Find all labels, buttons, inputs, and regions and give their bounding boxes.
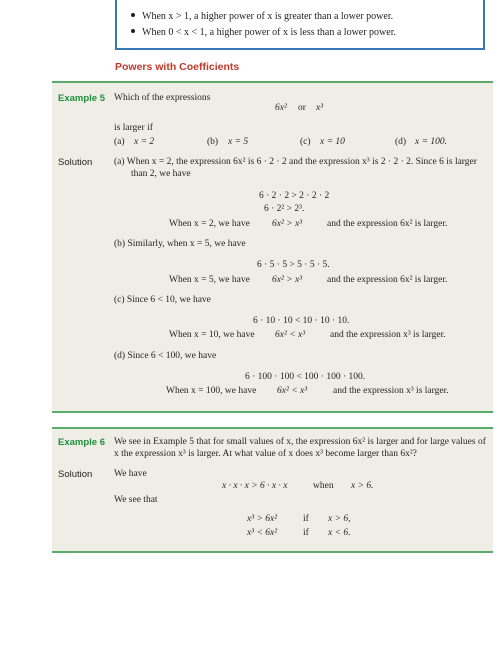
part-a-eq1: 6 · 2 · 2 > 2 · 2 · 2	[259, 191, 330, 201]
part-c-text: (c) Since 6 < 10, we have	[114, 295, 211, 305]
option-b-value: x = 5	[228, 137, 249, 147]
part-a-text: (a) When x = 2, the expression 6x² is 6 · 2 · 2 and the expression x³ is 2 · 2 · 2. Since 6 is larger	[114, 157, 477, 167]
example6-question: We see in Example 5 that for small values of x, the expression 6x² is larger and for large values of	[114, 437, 486, 447]
option-a-value: x = 2	[134, 137, 155, 147]
option-c-label: (c)	[300, 137, 311, 147]
option-b-label: (b)	[207, 137, 219, 147]
section-title: Powers with Coefficients	[115, 61, 240, 73]
part-b-conclusion: and the expression 6x² is larger.	[327, 275, 448, 285]
if-word: if	[303, 514, 309, 524]
key-points-box	[115, 0, 485, 50]
divider	[52, 551, 493, 553]
we-have-text: We have	[114, 469, 147, 479]
result-2-condition: x < 6.	[328, 528, 351, 538]
option-c-value: x = 10	[320, 137, 345, 147]
bullet-icon	[131, 29, 135, 33]
solution5-label: Solution	[58, 157, 93, 168]
option-d-label: (d)	[395, 137, 407, 147]
example6-question-cont: x the expression x³ is larger. At what value of x does x³ become larger than 6x²?	[114, 449, 417, 459]
bullet-text: When x > 1, a higher power of x is greater than a lower power.	[142, 11, 394, 22]
part-c-ineq: 6x² < x³	[275, 330, 306, 340]
example5-question: Which of the expressions	[114, 93, 211, 103]
example6-label: Example 6	[58, 437, 105, 448]
part-d-text: (d) Since 6 < 100, we have	[114, 351, 217, 361]
condition: x > 6.	[351, 481, 374, 491]
if-word: if	[303, 528, 309, 538]
divider	[52, 411, 493, 413]
part-d-conclusion: and the expression x³ is larger.	[333, 386, 449, 396]
when-word: when	[313, 481, 334, 491]
bullet-text: When 0 < x < 1, a higher power of x is less than a lower power.	[142, 27, 396, 38]
bullet-item	[131, 27, 396, 39]
part-c-eq: 6 · 10 · 10 < 10 · 10 · 10.	[253, 316, 350, 326]
part-c-conclusion: and the expression x³ is larger.	[330, 330, 446, 340]
expr-6x2: 6x²	[275, 103, 287, 113]
part-a-when: When x = 2, we have	[169, 219, 250, 229]
option-d-value: x = 100.	[415, 137, 448, 147]
part-d-ineq: 6x² < x³	[277, 386, 308, 396]
larger-if-text: is larger if	[114, 123, 153, 133]
part-d-when: When x = 100, we have	[166, 386, 257, 396]
part-d-eq: 6 · 100 · 100 < 100 · 100 · 100.	[245, 372, 366, 382]
part-b-ineq: 6x² > x³	[272, 275, 303, 285]
part-a-eq2: 6 · 2² > 2³.	[264, 204, 305, 214]
part-b-text: (b) Similarly, when x = 5, we have	[114, 239, 246, 249]
result-1: x³ > 6x²	[247, 514, 278, 524]
part-c-when: When x = 10, we have	[169, 330, 255, 340]
solution6-label: Solution	[58, 469, 93, 480]
part-b-when: When x = 5, we have	[169, 275, 250, 285]
option-a-label: (a)	[114, 137, 125, 147]
eq-product: x · x · x > 6 · x · x	[222, 481, 288, 491]
or-word: or	[298, 103, 306, 113]
bullet-item	[131, 11, 393, 23]
we-see-text: We see that	[114, 495, 158, 505]
example5-label: Example 5	[58, 93, 105, 104]
expr-x3: x³	[316, 103, 324, 113]
part-a-ineq: 6x² > x³	[272, 219, 303, 229]
part-a-conclusion: and the expression 6x² is larger.	[327, 219, 448, 229]
result-2: x³ < 6x²	[247, 528, 278, 538]
part-a-text-cont: than 2, we have	[131, 169, 191, 179]
bullet-icon	[131, 13, 135, 17]
part-b-eq: 6 · 5 · 5 > 5 · 5 · 5.	[257, 260, 330, 270]
result-1-condition: x > 6,	[328, 514, 351, 524]
